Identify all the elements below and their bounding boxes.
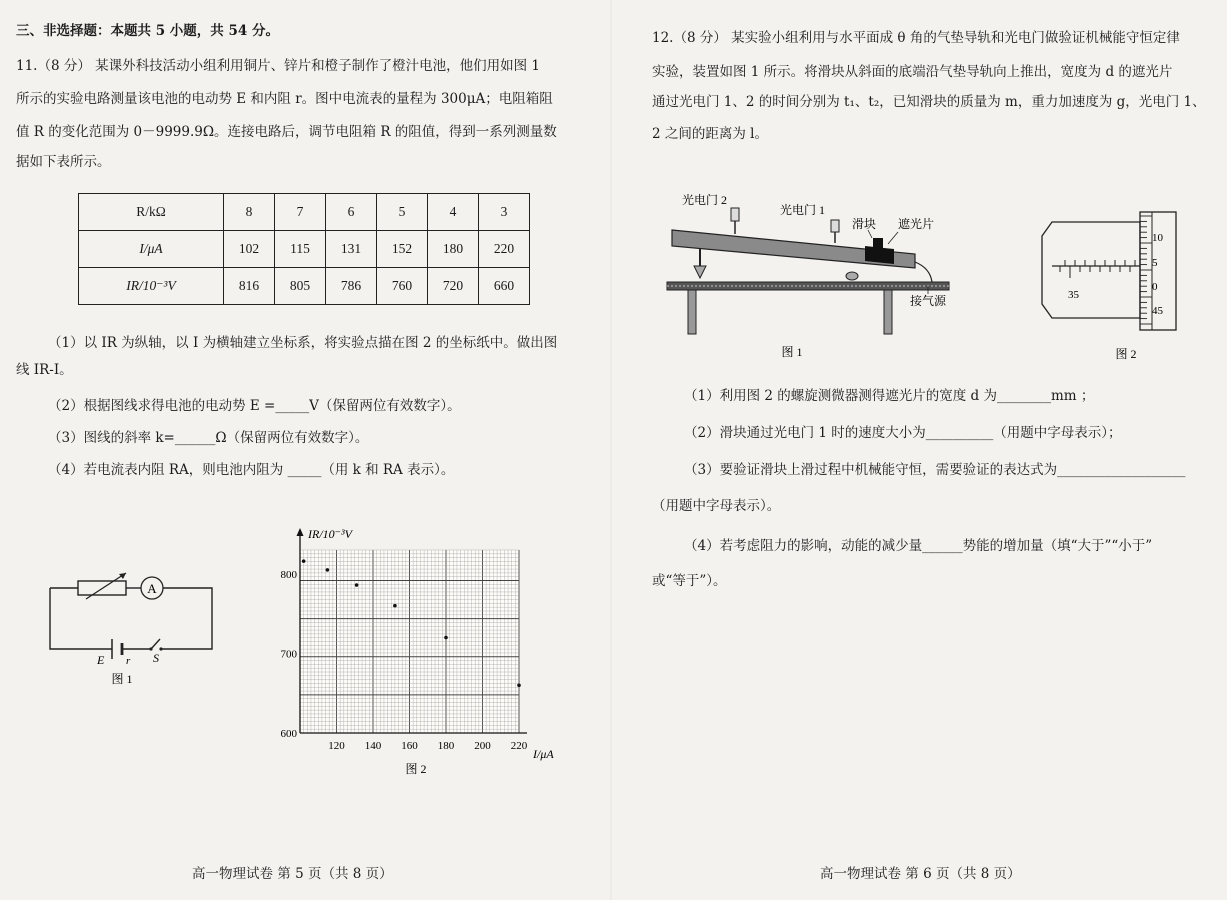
thimble-tick-label: 45 bbox=[1152, 305, 1163, 317]
exam-page-5 bbox=[0, 0, 610, 900]
thimble-tick-label: 0 bbox=[1152, 281, 1158, 293]
fig1-caption: 图 1 bbox=[111, 672, 133, 686]
q12-intro-line-1: 12.（8 分） 某实验小组利用与水平面成 θ 角的气垫导轨和光电门做验证机械能守恒定律 bbox=[652, 30, 1180, 46]
q12-sub3: （3）要验证滑块上滑过程中机械能守恒，需要验证的表达式为___________________ bbox=[684, 462, 1186, 478]
label-air-source: 接气源 bbox=[910, 294, 947, 308]
graph-grid bbox=[300, 550, 519, 733]
ammeter-icon bbox=[141, 577, 163, 599]
table-cell: 760 bbox=[377, 268, 428, 305]
label-gate-1: 光电门 1 bbox=[780, 203, 826, 217]
q11-circuit-figure bbox=[40, 565, 220, 690]
footer-page-6: 高一物理试卷 第 6 页（共 8 页） bbox=[820, 866, 1021, 882]
q11-data-table bbox=[78, 193, 530, 305]
y-axis-arrow-icon bbox=[297, 528, 304, 536]
data-point bbox=[326, 568, 330, 572]
air-track-figure bbox=[662, 186, 962, 366]
data-point bbox=[302, 559, 306, 563]
table-cell: 805 bbox=[275, 268, 326, 305]
ammeter-label: A bbox=[147, 581, 157, 596]
x-axis-label: I/μA bbox=[533, 747, 554, 761]
q11-graph-figure bbox=[268, 522, 568, 780]
table-cell: 5 bbox=[377, 194, 428, 231]
battery-icon bbox=[112, 639, 122, 659]
label-e: E bbox=[97, 653, 105, 667]
q11-sub1-line1: （1）以 IR 为纵轴，以 I 为横轴建立坐标系，将实验点描在图 2 的坐标纸中。做出图 bbox=[48, 335, 558, 351]
label-shade: 遮光片 bbox=[898, 217, 935, 231]
q11-intro-line-4: 据如下表所示。 bbox=[16, 154, 111, 170]
label-gate-2: 光电门 2 bbox=[682, 193, 728, 207]
q11-intro-line-1: 11.（8 分） 某课外科技活动小组利用铜片、锌片和橙子制作了橙汁电池，他们用如图 1 bbox=[16, 58, 541, 74]
row-header-ir: IR/10⁻³V bbox=[79, 268, 224, 305]
table-cell: 816 bbox=[224, 268, 275, 305]
air-track-caption: 图 1 bbox=[781, 345, 803, 359]
q12-sub1: （1）利用图 2 的螺旋测微器测得遮光片的宽度 d 为________mm ； bbox=[684, 388, 1095, 404]
fig2-caption: 图 2 bbox=[405, 762, 427, 776]
thimble-tick-label: 5 bbox=[1152, 257, 1158, 269]
thimble-tick-label: 10 bbox=[1152, 232, 1163, 244]
table-cell: 102 bbox=[224, 231, 275, 268]
y-tick-label: 600 bbox=[280, 728, 297, 740]
x-tick-label: 200 bbox=[474, 740, 491, 752]
table-cell: 660 bbox=[479, 268, 530, 305]
x-tick-label: 180 bbox=[437, 740, 455, 752]
table-cell: 720 bbox=[428, 268, 479, 305]
table-cell: 7 bbox=[275, 194, 326, 231]
table-row bbox=[79, 231, 530, 268]
label-s: S bbox=[153, 651, 159, 665]
y-axis-label: IR/10⁻³V bbox=[308, 527, 352, 541]
sleeve-label: 35 bbox=[1068, 289, 1079, 301]
label-slider: 滑块 bbox=[852, 217, 877, 231]
data-point bbox=[355, 583, 359, 587]
y-tick-label: 800 bbox=[280, 568, 297, 581]
table-cell: 3 bbox=[479, 194, 530, 231]
table-cell: 131 bbox=[326, 231, 377, 268]
micrometer-caption: 图 2 bbox=[1115, 347, 1137, 361]
q12-sub4-line1: （4）若考虑阻力的影响，动能的减少量______势能的增加量（填“大于”“小于” bbox=[684, 538, 1153, 554]
photogate-1-icon bbox=[831, 220, 839, 243]
q12-intro-line-2: 实验，装置如图 1 所示。将滑块从斜面的底端沿气垫导轨向上推出，宽度为 d 的遮光片 bbox=[652, 64, 1173, 80]
table-row bbox=[79, 268, 530, 305]
air-hose-icon bbox=[915, 262, 932, 282]
q12-sub4-line2: 或“等于”）。 bbox=[652, 573, 727, 589]
q11-intro-line-3: 值 R 的变化范围为 0－9999.9Ω。连接电路后，调节电阻箱 R 的阻值，得到一系列测量数 bbox=[16, 124, 557, 140]
table-cell: 220 bbox=[479, 231, 530, 268]
section-title: 三、非选择题：本题共 5 小题，共 54 分。 bbox=[16, 23, 279, 39]
q11-sub4: （4）若电流表内阻 RA，则电池内阻为 _____（用 k 和 RA 表示）。 bbox=[48, 462, 455, 478]
q11-sub2: （2）根据图线求得电池的电动势 E =_____V（保留两位有效数字）。 bbox=[48, 398, 461, 414]
q11-sub1-line2: 线 IR-I。 bbox=[16, 362, 73, 378]
support-leg-icon bbox=[694, 248, 706, 278]
switch-contact-icon bbox=[159, 647, 162, 650]
row-header-i: I/μA bbox=[79, 231, 224, 268]
table-cell: 786 bbox=[326, 268, 377, 305]
q12-intro-line-3: 通过光电门 1、2 的时间分别为 t₁、t₂，已知滑块的质量为 m，重力加速度为 g，光电门 1、 bbox=[652, 94, 1206, 110]
data-point bbox=[444, 636, 448, 640]
q11-intro-line-2: 所示的实验电路测量该电池的电动势 E 和内阻 r。图中电流表的量程为 300μA；电阻箱阻 bbox=[16, 91, 553, 107]
support-foot-icon bbox=[846, 272, 858, 280]
photogate-2-icon bbox=[731, 208, 739, 234]
table-cell: 6 bbox=[326, 194, 377, 231]
q11-sub3: （3）图线的斜率 k=______Ω（保留两位有效数字）。 bbox=[48, 430, 369, 446]
micrometer-frame-icon bbox=[1042, 222, 1140, 318]
sleeve-scale bbox=[1060, 260, 1135, 278]
q12-sub2: （2）滑块通过光电门 1 时的速度大小为__________（用题中字母表示）； bbox=[684, 425, 1122, 441]
thimble-scale bbox=[1140, 216, 1152, 324]
x-tick-label: 140 bbox=[364, 740, 382, 752]
x-tick-label: 220 bbox=[510, 740, 528, 752]
table-icon bbox=[667, 282, 949, 334]
table-cell: 8 bbox=[224, 194, 275, 231]
q12-intro-line-4: 2 之间的距离为 l。 bbox=[652, 126, 768, 142]
table-cell: 4 bbox=[428, 194, 479, 231]
row-header-r: R/kΩ bbox=[79, 194, 224, 231]
table-cell: 115 bbox=[275, 231, 326, 268]
x-tick-label: 160 bbox=[401, 740, 418, 752]
footer-page-5: 高一物理试卷 第 5 页（共 8 页） bbox=[192, 866, 393, 882]
micrometer-figure bbox=[1034, 208, 1224, 363]
table-row bbox=[79, 194, 530, 231]
data-point bbox=[517, 683, 521, 687]
q12-sub3-continued: （用题中字母表示）。 bbox=[652, 498, 781, 514]
exam-page-6 bbox=[612, 0, 1227, 900]
x-tick-label: 120 bbox=[328, 740, 345, 752]
table-cell: 152 bbox=[377, 231, 428, 268]
table-cell: 180 bbox=[428, 231, 479, 268]
label-r: r bbox=[126, 655, 131, 667]
y-tick-label: 700 bbox=[280, 648, 297, 661]
data-point bbox=[393, 604, 397, 608]
